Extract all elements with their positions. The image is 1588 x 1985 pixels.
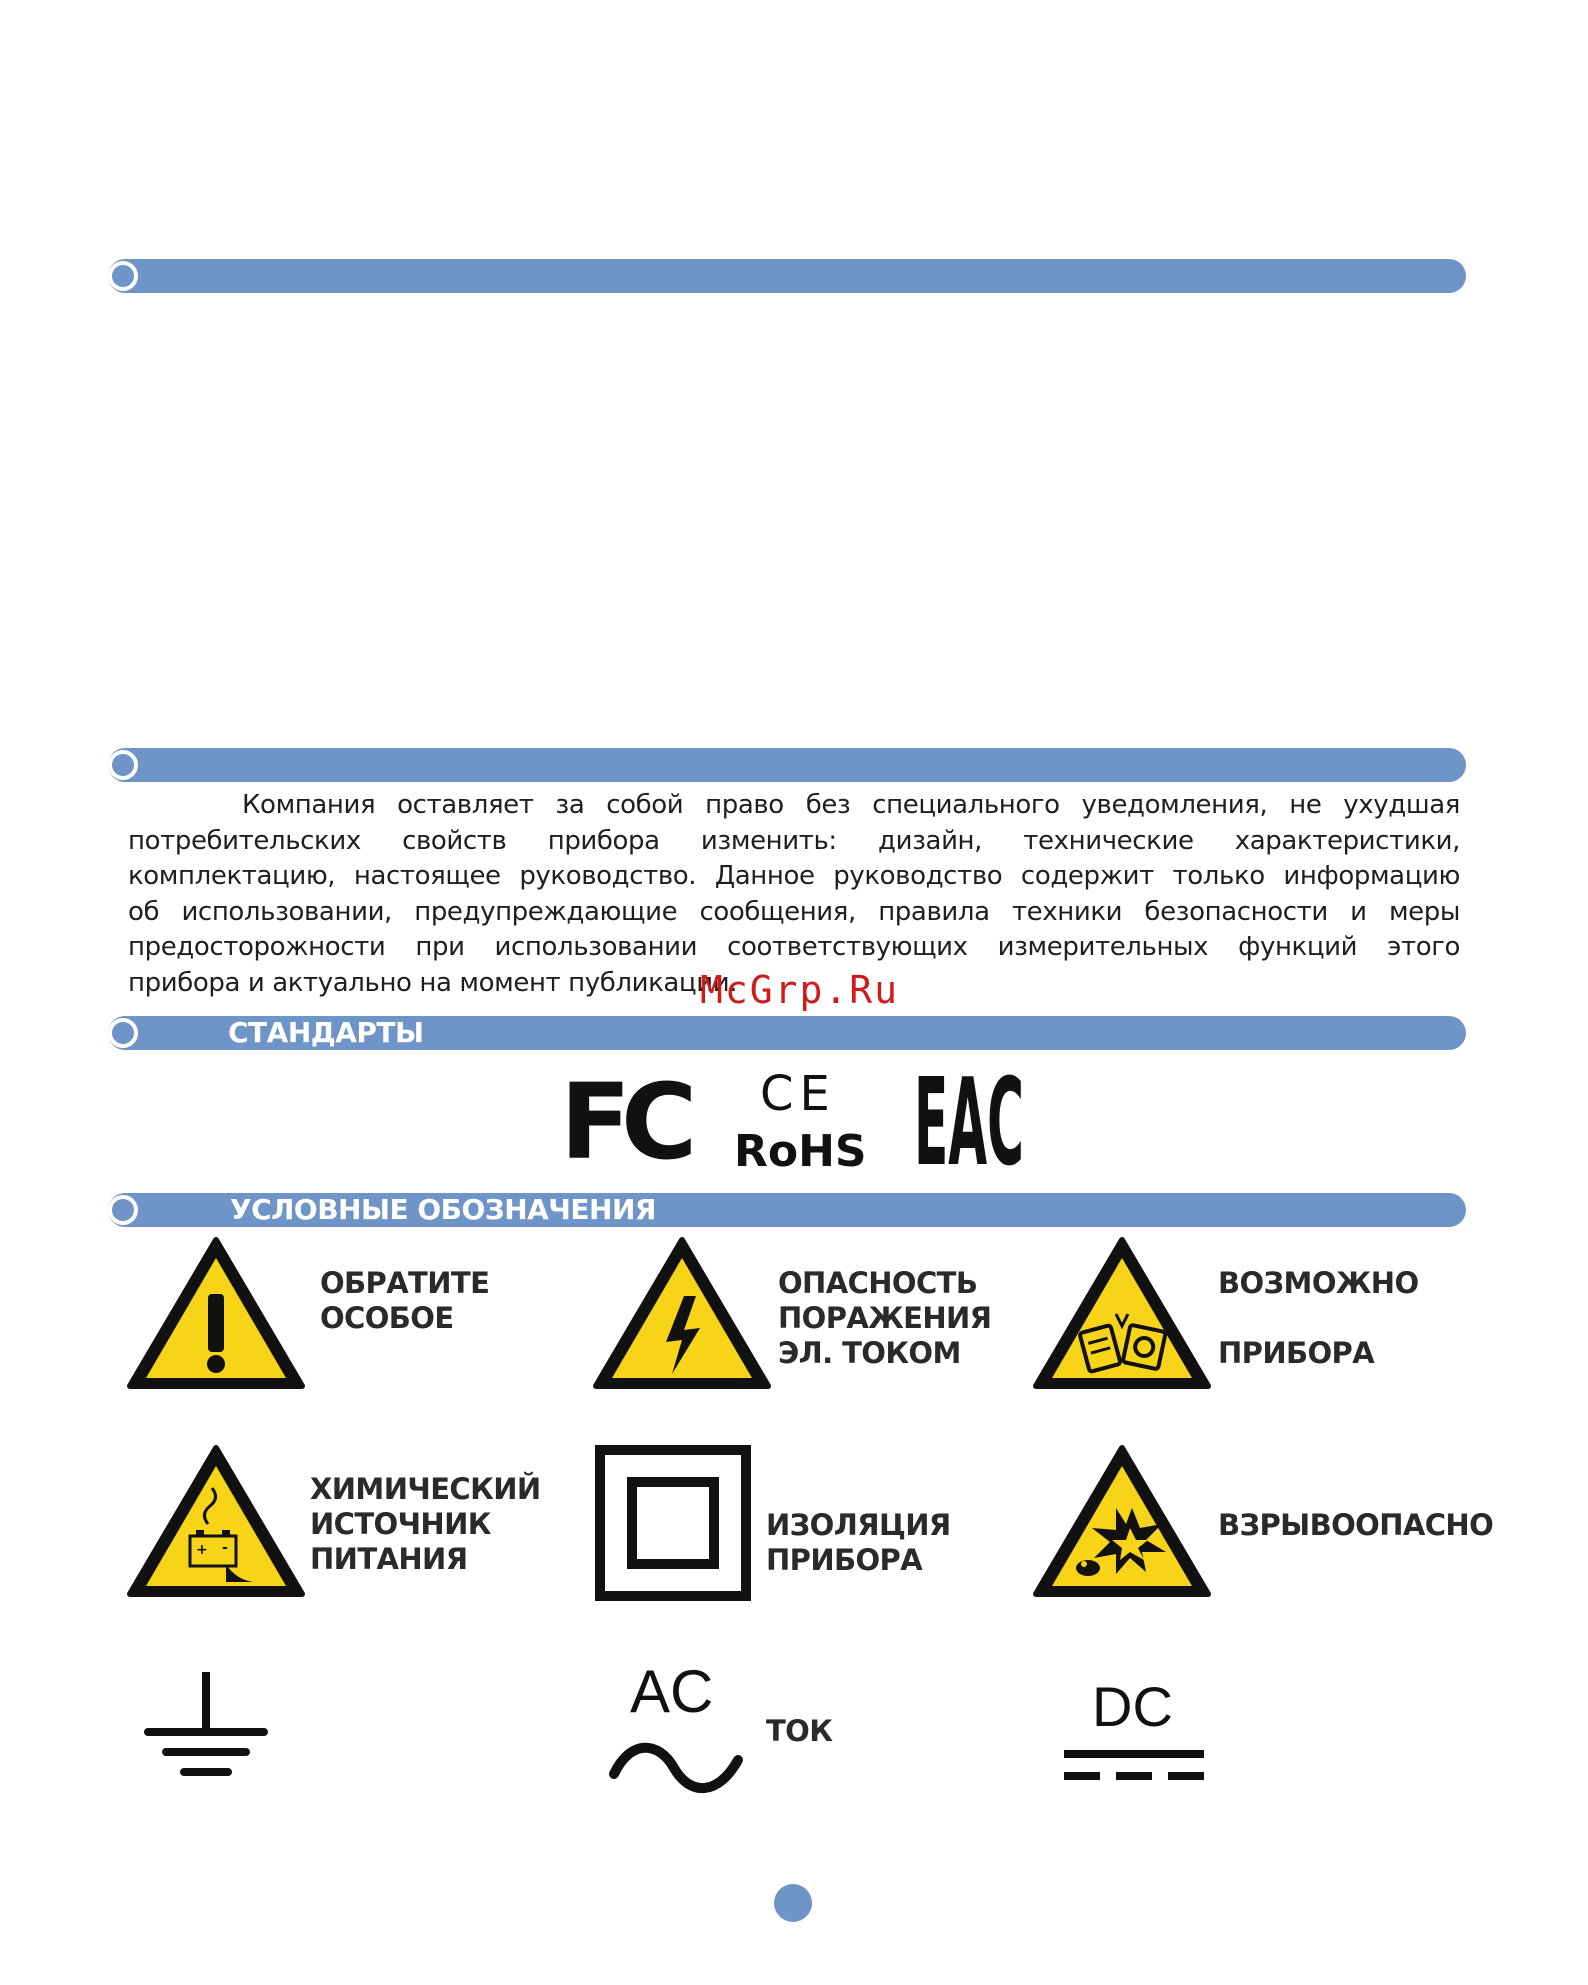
symbols-title: УСЛОВНЫЕ ОБОЗНАЧЕНИЯ	[230, 1193, 656, 1226]
notice-line: комплектацию, настоящее руководство. Данное руководство содержит только информацию	[128, 861, 1460, 891]
ground-icon	[140, 1668, 270, 1788]
section-bar-2	[108, 748, 1466, 782]
svg-text:EAC: EAC	[914, 1054, 1024, 1193]
shock-label: ОПАСНОСТЬ ПОРАЖЕНИЯ ЭЛ. ТОКОМ	[778, 1266, 992, 1370]
svg-text:DC: DC	[1092, 1675, 1173, 1738]
ce-rohs-logo	[734, 1066, 868, 1177]
section-bar-symbols-dot	[108, 1195, 138, 1225]
explosive-label: ВЗРЫВООПАСНО	[1218, 1508, 1494, 1542]
insulation-label: ИЗОЛЯЦИЯ ПРИБОРА	[766, 1508, 951, 1577]
attention-warning-icon	[126, 1236, 306, 1392]
svg-text:CE: CE	[760, 1066, 836, 1122]
section-bar-2-dot	[108, 750, 138, 780]
section-bar-1-dot	[108, 261, 138, 291]
notice-line: потребительских свойств прибора изменить: дизайн, технические характеристики,	[128, 825, 1460, 856]
page-number-dot	[774, 1884, 812, 1922]
electric-shock-icon	[592, 1236, 772, 1392]
notice-line: предосторожности при использовании соответствующих измерительных функций этого	[128, 932, 1460, 962]
dc-current-icon	[1062, 1676, 1212, 1800]
svg-text:AC: AC	[630, 1658, 714, 1725]
section-bar-standards-dot	[108, 1018, 138, 1048]
notice-line: прибора и актуально на момент публикации.	[128, 967, 738, 998]
double-insulation-icon	[596, 1446, 750, 1600]
battery-label: ХИМИЧЕСКИЙ ИСТОЧНИК ПИТАНИЯ	[310, 1472, 541, 1576]
standards-title: СТАНДАРТЫ	[228, 1016, 424, 1049]
section-bar-1	[108, 259, 1466, 293]
svg-text:RoHS: RoHS	[734, 1126, 867, 1177]
battery-hazard-icon	[126, 1444, 306, 1600]
notice-line: Компания оставляет за собой право без специального уведомления, не ухудшая	[242, 790, 1460, 820]
damage-label: ВОЗМОЖНО ПРИБОРА	[1218, 1266, 1419, 1370]
ac-label: ТОК	[766, 1714, 833, 1748]
notice-line: об использовании, предупреждающие сообщения, правила техники безопасности и меры	[128, 896, 1460, 927]
svg-text:+: +	[196, 1542, 208, 1558]
fcc-logo	[560, 1061, 696, 1183]
explosive-icon	[1032, 1444, 1212, 1600]
svg-text:-: -	[222, 1540, 228, 1556]
eac-logo	[914, 1054, 1026, 1193]
watermark: McGrp.Ru	[700, 968, 900, 1012]
device-damage-icon	[1032, 1236, 1212, 1392]
ac-current-icon	[600, 1656, 760, 1806]
svg-text:FC: FC	[560, 1061, 688, 1183]
attention-label: ОБРАТИТЕ ОСОБОЕ	[320, 1266, 490, 1335]
